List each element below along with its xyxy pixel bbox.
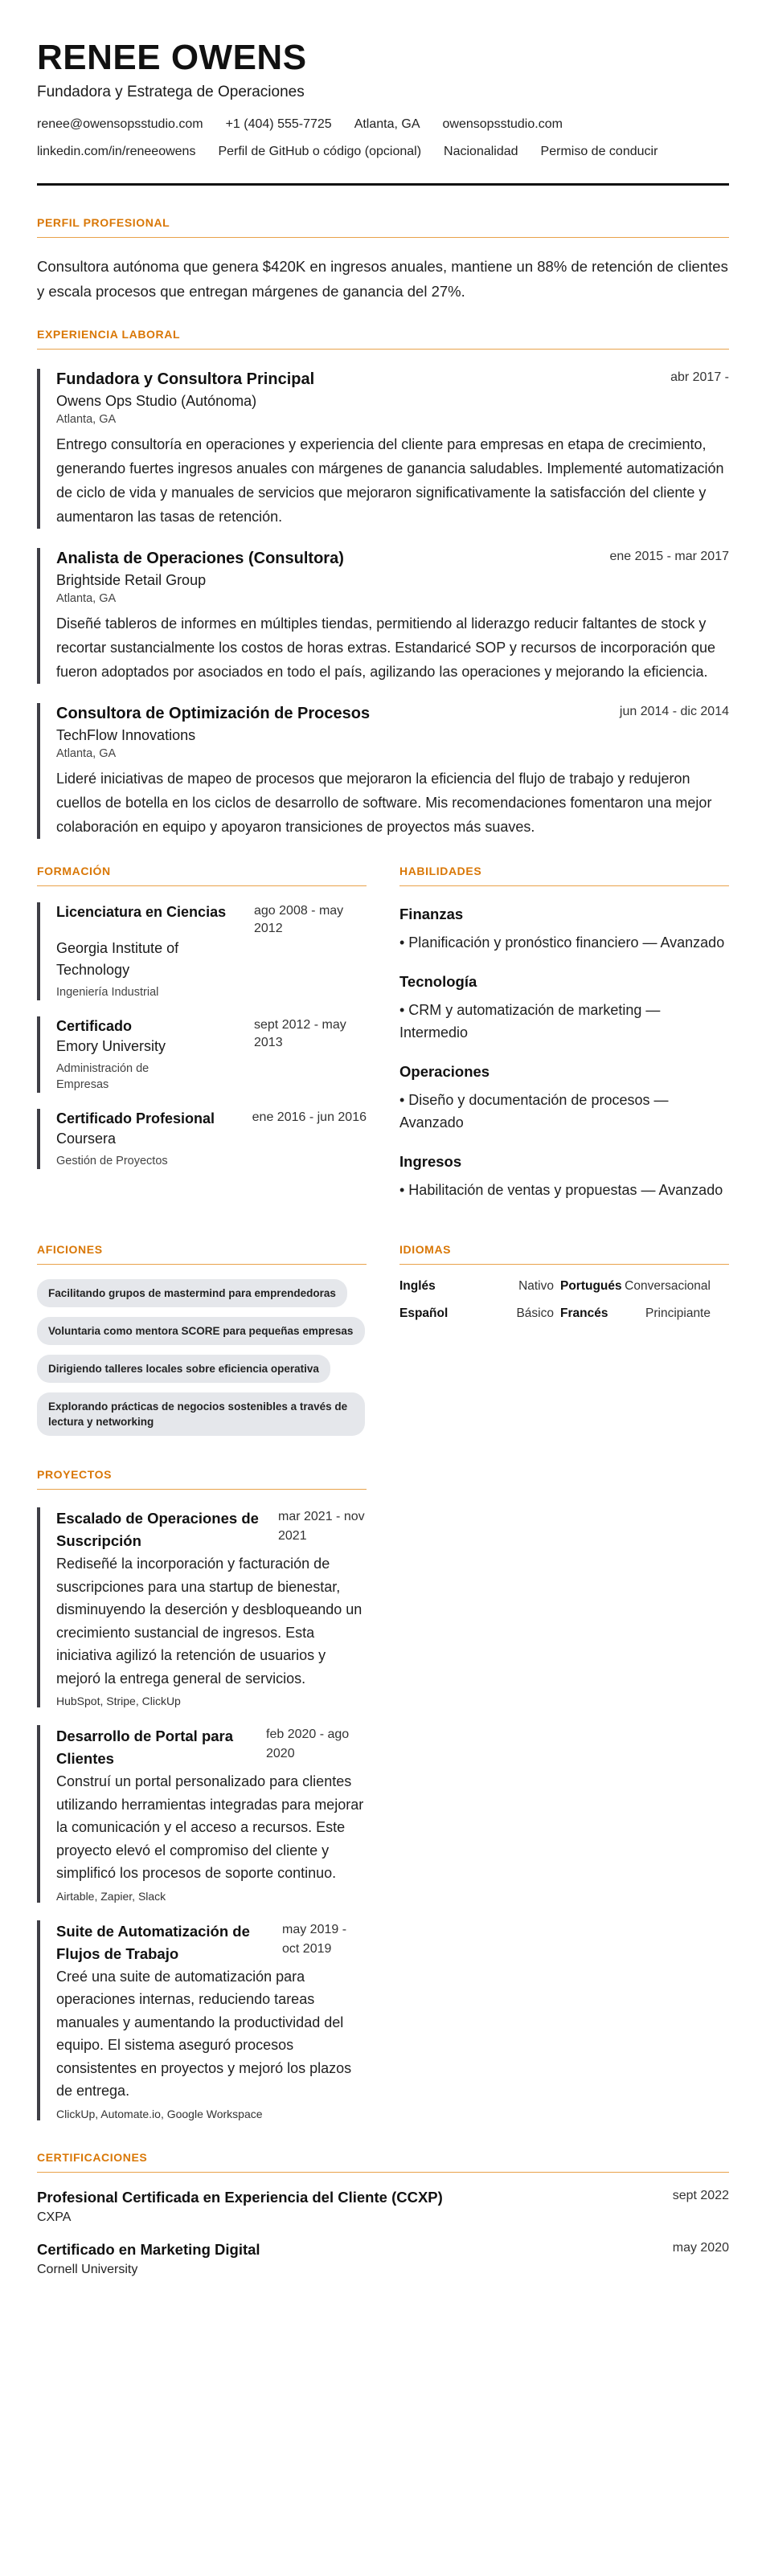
hobbies-languages-row — [37, 1243, 729, 1436]
certifications-heading: CERTIFICACIONES — [37, 2151, 729, 2173]
contact-linkedin[interactable]: linkedin.com/in/reneeowens — [37, 145, 196, 158]
education-institution: Coursera — [56, 1131, 117, 1147]
contact-github[interactable]: Perfil de GitHub o código (opcional) — [218, 145, 422, 158]
certification-entry — [37, 2189, 729, 2225]
education-institution: Emory University — [56, 1038, 166, 1054]
certification-entry — [37, 2241, 729, 2277]
education-date: sept 2012 - may 2013 — [254, 1018, 346, 1049]
hobby-chip: Dirigiendo talleres locales sobre eficiencia operativa — [37, 1355, 330, 1383]
contact-email[interactable]: renee@owensopsstudio.com — [37, 117, 203, 131]
skill-category: Tecnología — [399, 973, 477, 990]
language-level: Principiante — [645, 1306, 711, 1320]
job-entry — [37, 369, 729, 529]
job-company: TechFlow Innovations — [56, 727, 196, 743]
candidate-role: Fundadora y Estratega de Operaciones — [37, 84, 305, 100]
language-level: Básico — [516, 1306, 554, 1320]
education-institution: Georgia Institute of Technology — [56, 940, 179, 978]
skill-item: • Planificación y pronóstico financiero — Avanzado — [399, 934, 725, 951]
project-description: Construí un portal personalizado para clientes utilizando herramientas integradas para mejorar la comunicación y el acceso a recursos. Este proyecto elevó el compromiso del cliente y simplificó los procesos de soporte continuo. — [56, 1773, 364, 1881]
languages-heading: IDIOMAS — [399, 1243, 729, 1265]
skill-category: Operaciones — [399, 1063, 490, 1080]
job-title: Consultora de Optimización de Procesos — [56, 705, 371, 722]
education-field: Administración de Empresas — [56, 1062, 150, 1091]
skill-item: • Habilitación de ventas y propuestas — Avanzado — [399, 1182, 723, 1198]
education-entry — [37, 902, 367, 1000]
languages-grid — [399, 1279, 729, 1321]
project-description: Creé una suite de automatización para operaciones internas, reduciendo tareas manuales y aumentando la productividad del equipo. El sistema aseguró procesos consistentes en proyectos y mejoró los plazos de entrega. — [56, 1968, 352, 2099]
project-date: feb 2020 - ago 2020 — [266, 1728, 350, 1760]
job-title: Analista de Operaciones (Consultora) — [56, 550, 344, 567]
education-entry — [37, 1109, 367, 1169]
certification-date: may 2020 — [672, 2240, 729, 2255]
language-level: Nativo — [518, 1279, 554, 1293]
project-entry — [37, 1725, 367, 1903]
job-location: Atlanta, GA — [56, 592, 117, 605]
education-section — [37, 865, 367, 1201]
skill-item: • CRM y automatización de marketing — Intermedio — [399, 1002, 661, 1041]
certifications-section — [37, 2151, 729, 2277]
candidate-name: RENEE OWENS — [37, 38, 307, 77]
skills-heading: HABILIDADES — [399, 865, 729, 886]
certification-name: Profesional Certificada en Experiencia del Cliente (CCXP) — [37, 2188, 443, 2206]
job-company: Brightside Retail Group — [56, 572, 207, 588]
projects-section — [37, 1468, 367, 2120]
languages-section — [399, 1243, 729, 1436]
contact-website[interactable]: owensopsstudio.com — [442, 117, 563, 131]
job-company: Owens Ops Studio (Autónoma) — [56, 393, 257, 409]
hobby-chip: Explorando prácticas de negocios sostenibles a través de lectura y networking — [37, 1392, 365, 1436]
project-description: Rediseñé la incorporación y facturación de suscripciones para una startup de bienestar, disminuyendo la deserción y desbloqueando un crecimiento sustancial de ingresos. Esta iniciativa agilizó la retención de usuarios y mejoró la entrega general de servicios. — [56, 1556, 363, 1687]
resume-header — [37, 37, 729, 186]
education-entry — [37, 1016, 367, 1093]
skills-section — [399, 865, 729, 1201]
job-description: Diseñé tableros de informes en múltiples tiendas, permitiendo al liderazgo reducir faltantes de stock y recortar sustancialmente los costos de horas extras. Estandaricé SOP y recursos de incorporación que fueron adoptados por asociados en todo el país, agilizando las operaciones y mejorando la eficiencia. — [56, 615, 716, 680]
contact-license: Permiso de conducir — [540, 145, 658, 158]
hobbies-heading: AFICIONES — [37, 1243, 367, 1265]
experience-section — [37, 328, 729, 839]
language-name: Español — [399, 1306, 449, 1320]
contact-phone[interactable]: +1 (404) 555-7725 — [225, 117, 332, 131]
certification-org: CXPA — [37, 2210, 72, 2224]
certification-name: Certificado en Marketing Digital — [37, 2240, 260, 2258]
header-divider — [37, 183, 729, 186]
project-tools: HubSpot, Stripe, ClickUp — [56, 1695, 181, 1707]
education-degree: Certificado Profesional — [56, 1110, 215, 1126]
project-date: mar 2021 - nov 2021 — [278, 1510, 365, 1543]
project-entry — [37, 1507, 367, 1707]
certification-date: sept 2022 — [672, 2188, 729, 2202]
skill-category: Ingresos — [399, 1153, 462, 1170]
job-entry — [37, 548, 729, 684]
project-tools: ClickUp, Automate.io, Google Workspace — [56, 2107, 263, 2120]
project-date: may 2019 - oct 2019 — [282, 1922, 347, 1956]
skill-item: • Diseño y documentación de procesos — Avanzado — [399, 1092, 669, 1131]
hobby-chip: Voluntaria como mentora SCORE para pequeñas empresas — [37, 1317, 365, 1345]
job-location: Atlanta, GA — [56, 413, 117, 426]
summary-heading: PERFIL PROFESIONAL — [37, 216, 729, 238]
contact-info — [37, 117, 664, 159]
certification-org: Cornell University — [37, 2262, 138, 2276]
job-date: abr 2017 - — [670, 370, 729, 384]
education-skills-row — [37, 865, 729, 1201]
contact-location: Atlanta, GA — [354, 117, 420, 131]
language-name: Francés — [560, 1306, 608, 1320]
job-entry — [37, 703, 729, 839]
project-title: Desarrollo de Portal para Clientes — [56, 1728, 234, 1767]
education-field: Ingeniería Industrial — [56, 986, 159, 999]
projects-heading: PROYECTOS — [37, 1468, 367, 1490]
summary-text: Consultora autónoma que genera $420K en ingresos anuales, mantiene un 88% de retención de clientes y escala procesos que entregan márgenes de ganancia del 27%. — [37, 258, 728, 300]
skill-category: Finanzas — [399, 906, 464, 922]
job-description: Entrego consultoría en operaciones y experiencia del cliente para empresas en etapa de crecimiento, generando fuertes ingresos anuales con márgenes de ganancia saludables. Implementé automatización de ciclo de vida y manuales de servicios que mejoraron significativamente la satisfacción del cliente y aumentaron las tasas de retención. — [56, 436, 724, 525]
language-level: Conversacional — [625, 1279, 711, 1293]
education-date: ene 2016 - jun 2016 — [252, 1110, 367, 1124]
education-degree: Licenciatura en Ciencias — [56, 904, 227, 920]
job-date: ene 2015 - mar 2017 — [609, 550, 729, 563]
hobby-chip: Facilitando grupos de mastermind para emprendedoras — [37, 1279, 347, 1307]
job-date: jun 2014 - dic 2014 — [619, 705, 729, 718]
language-name: Inglés — [399, 1279, 436, 1293]
hobbies-section — [37, 1243, 367, 1436]
experience-heading: EXPERIENCIA LABORAL — [37, 328, 729, 350]
education-degree: Certificado — [56, 1018, 133, 1034]
job-location: Atlanta, GA — [56, 747, 117, 760]
contact-nationality: Nacionalidad — [444, 145, 518, 158]
project-entry — [37, 1920, 367, 2120]
language-name: Portugués — [560, 1279, 622, 1293]
education-field: Gestión de Proyectos — [56, 1155, 168, 1167]
summary-section — [37, 216, 729, 304]
project-tools: Airtable, Zapier, Slack — [56, 1889, 166, 1903]
project-title: Escalado de Operaciones de Suscripción — [56, 1510, 259, 1549]
education-date: ago 2008 - may 2012 — [254, 904, 344, 935]
education-heading: FORMACIÓN — [37, 865, 367, 886]
job-description: Lideré iniciativas de mapeo de procesos que mejoraron la eficiencia del flujo de trabajo y redujeron cuellos de botella en los ciclos de desarrollo de software. Mis recomendaciones fomentaron una mejor colaboración en equipo y apoyaron transiciones de proyectos más suaves. — [56, 771, 712, 835]
project-title: Suite de Automatización de Flujos de Trabajo — [56, 1922, 250, 1962]
job-title: Fundadora y Consultora Principal — [56, 370, 315, 388]
